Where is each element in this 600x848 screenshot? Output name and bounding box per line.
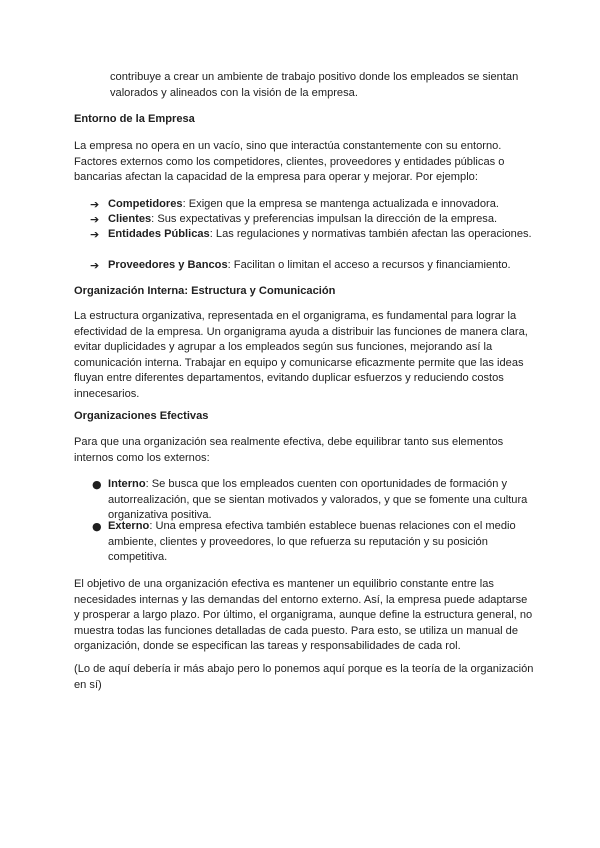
paragraph-organizaciones-efectivas: Para que una organización sea realmente efectiva, debe equilibrar tanto sus elementos internos como los externos: bbox=[74, 436, 504, 464]
list-item-text: : Sus expectativas y preferencias impulsan la dirección de la empresa. bbox=[151, 213, 498, 225]
list-item-text: : Una empresa efectiva también establece buenas relaciones con el medio ambiente, clientes y proveedores, lo que refuerza su reputación y su posición competitiva. bbox=[108, 520, 516, 564]
intro-continuation: contribuye a crear un ambiente de trabajo positivo donde los empleados se sientan valorados y alineados con la visión de la empresa. bbox=[110, 71, 519, 99]
list-item-text: : Exigen que la empresa se mantenga actualizada e innovadora. bbox=[182, 198, 499, 210]
paragraph-organizacion-interna: La estructura organizativa, representada en el organigrama, es fundamental para lograr la efectividad de la empresa. Un organigrama ayuda a distribuir las funciones de manera clara, evitar duplicidades y agrupar a los empleados según sus funciones, mejorando así la comunicación interna. Trabajar en equipo y comunicarse eficazmente permite que las ideas fluyan entre diferentes departamentos, evitando duplicar esfuerzos y reduciendo costos innecesarios. bbox=[74, 310, 528, 400]
paragraph-entorno: La empresa no opera en un vacío, sino que interactúa constantemente con su entorno. Factores externos como los competidores, clientes, proveedores y entidades públicas o bancarias afectan la capacidad de la empresa para operar y mejorar. Por ejemplo: bbox=[74, 140, 505, 184]
list-item-term: Clientes bbox=[108, 213, 152, 225]
heading-organizacion-interna: Organización Interna: Estructura y Comunicación bbox=[74, 285, 336, 297]
arrow-right-icon: ➔ bbox=[90, 228, 100, 241]
list-item bbox=[90, 212, 535, 228]
arrow-right-icon: ➔ bbox=[90, 198, 100, 211]
note-paragraph: (Lo de aquí debería ir más abajo pero lo ponemos aquí porque es la teoría de la organización en sí) bbox=[74, 663, 534, 691]
list-item-term: Interno bbox=[108, 478, 146, 490]
list-item-text: : Se busca que los empleados cuenten con oportunidades de formación y autorrealización, que se sientan motivados y valorados, y que se fomente una cultura organizativa positiva. bbox=[108, 478, 528, 522]
list-item-term: Proveedores y Bancos bbox=[108, 259, 228, 271]
list-item bbox=[90, 258, 535, 274]
heading-organizaciones-efectivas: Organizaciones Efectivas bbox=[74, 410, 209, 422]
list-item-text: : Las regulaciones y normativas también afectan las operaciones. bbox=[209, 228, 532, 240]
list-item bbox=[90, 477, 535, 524]
list-item-term: Externo bbox=[108, 520, 150, 532]
list-item bbox=[90, 197, 535, 213]
bullet-dot-icon: ● bbox=[92, 520, 102, 533]
list-item bbox=[90, 519, 535, 566]
list-item-term: Entidades Públicas bbox=[108, 228, 210, 240]
heading-entorno: Entorno de la Empresa bbox=[74, 113, 195, 125]
list-item-text: : Facilitan o limitan el acceso a recursos y financiamiento. bbox=[227, 259, 511, 271]
list-item-term: Competidores bbox=[108, 198, 183, 210]
bullet-dot-icon: ● bbox=[92, 478, 102, 491]
list-item bbox=[90, 227, 535, 243]
arrow-right-icon: ➔ bbox=[90, 213, 100, 226]
arrow-right-icon: ➔ bbox=[90, 259, 100, 272]
paragraph-closing: El objetivo de una organización efectiva es mantener un equilibrio constante entre las necesidades internas y las demandas del entorno externo. Así, la empresa puede adaptarse y prosperar a largo plazo. Por último, el organigrama, aunque define la estructura general, no muestra todas las funciones detalladas de cada puesto. Para esto, se utiliza un manual de organización, donde se especifican las tareas y responsabilidades de cada rol. bbox=[74, 578, 533, 653]
